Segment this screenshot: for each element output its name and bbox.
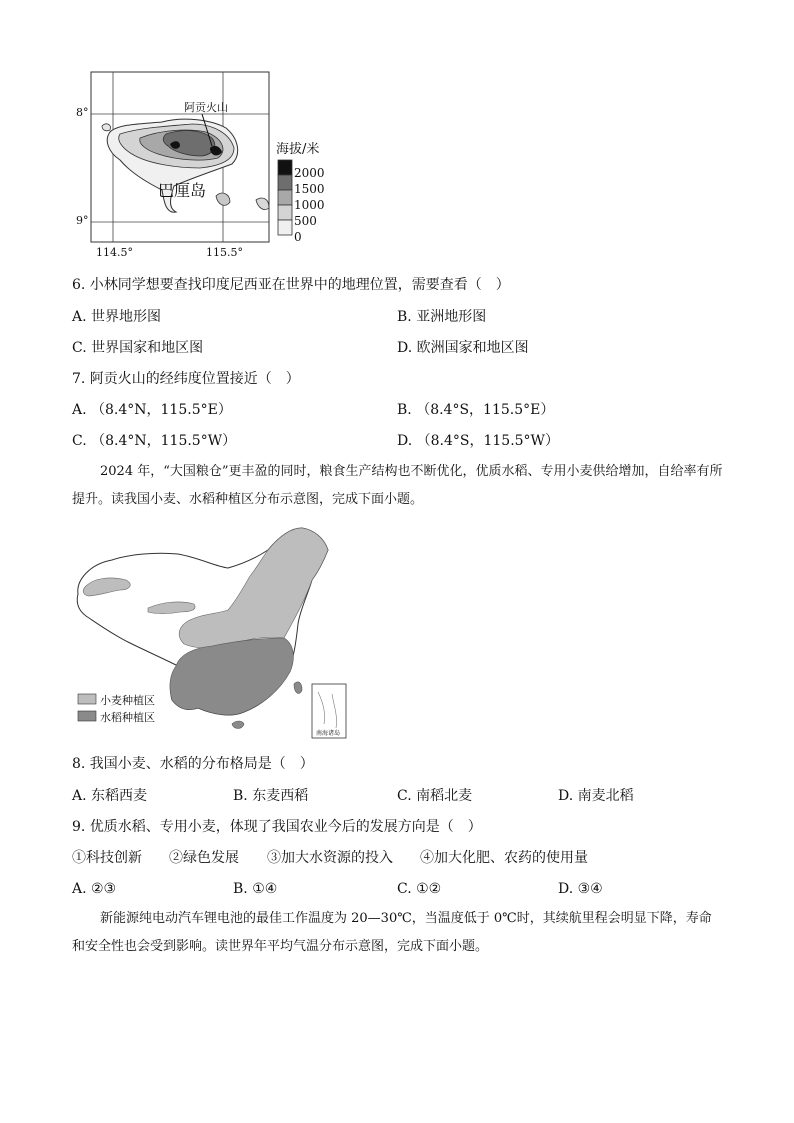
q6-option-c[interactable]: C. 世界国家和地区图 xyxy=(72,340,204,356)
q9-item-3: ③加大水资源的投入 xyxy=(267,850,393,866)
legend-swatch-1000 xyxy=(278,190,292,205)
q9-option-c[interactable]: C. ①② xyxy=(397,881,442,897)
rice-region-hainan xyxy=(232,721,244,729)
lon-label-right: 115.5° xyxy=(206,246,243,259)
q7-option-a[interactable]: A. （8.4°N，115.5°E） xyxy=(72,402,232,418)
islet-west xyxy=(102,124,110,131)
q8-option-d[interactable]: D. 南麦北稻 xyxy=(558,788,634,804)
q9-item-4: ④加大化肥、农药的使用量 xyxy=(420,850,588,866)
q8-option-a[interactable]: A. 东稻西麦 xyxy=(72,788,148,804)
lon-label-left: 114.5° xyxy=(96,246,133,259)
q6-option-a[interactable]: A. 世界地形图 xyxy=(72,309,162,325)
volcano-label: 阿贡火山 xyxy=(184,101,228,114)
legend-label-2000: 2000 xyxy=(294,166,325,180)
q9-item-1: ①科技创新 xyxy=(72,850,142,866)
lat-label-top: 8° xyxy=(76,106,89,119)
q8-stem: 8. 我国小麦、水稻的分布格局是（ ） xyxy=(72,756,314,772)
q6-option-b[interactable]: B. 亚洲地形图 xyxy=(397,309,487,325)
q6-stem: 6. 小林同学想要查找印度尼西亚在世界中的地理位置，需要查看（ ） xyxy=(72,277,510,293)
legend-label-rice: 水稻种植区 xyxy=(100,711,155,724)
island-label: 巴厘岛 xyxy=(158,181,207,200)
legend-title: 海拔/米 xyxy=(276,142,320,157)
q7-option-b[interactable]: B. （8.4°S，115.5°E） xyxy=(397,402,555,418)
q7-stem: 7. 阿贡火山的经纬度位置接近（ ） xyxy=(72,371,300,387)
q9-option-d[interactable]: D. ③④ xyxy=(558,881,603,897)
q9-option-a[interactable]: A. ②③ xyxy=(72,881,117,897)
legend-label-1500: 1500 xyxy=(294,182,325,196)
legend-swatch-0 xyxy=(278,220,292,235)
bali-map-figure xyxy=(76,68,338,268)
legend-label-500: 500 xyxy=(294,214,317,228)
q9-item-2: ②绿色发展 xyxy=(169,850,239,866)
legend-swatch-500 xyxy=(278,205,292,220)
q6-option-d[interactable]: D. 欧洲国家和地区图 xyxy=(397,340,529,356)
q7-option-c[interactable]: C. （8.4°N，115.5°W） xyxy=(72,433,237,449)
lat-label-bottom: 9° xyxy=(76,214,89,227)
rice-region-taiwan xyxy=(294,682,302,693)
legend-swatch-2000 xyxy=(278,160,292,175)
q8-option-b[interactable]: B. 东麦西稻 xyxy=(233,788,309,804)
q8-option-c[interactable]: C. 南稻北麦 xyxy=(397,788,473,804)
intro-battery-paragraph: 新能源纯电动汽车锂电池的最佳工作温度为 20—30℃，当温度低于 0℃时，其续航里程会明显下降，寿命和安全性也会受到影响。读世界年平均气温分布示意图，完成下面小题。 xyxy=(72,911,712,954)
legend-label-0: 0 xyxy=(294,230,302,244)
q9-stem: 9. 优质水稻、专用小麦，体现了我国农业今后的发展方向是（ ） xyxy=(72,819,482,835)
legend-swatch-rice xyxy=(78,711,96,721)
intro-2024-paragraph: 2024 年，“大国粮仓”更丰盈的同时，粮食生产结构也不断优化，优质水稻、专用小麦供给增加，自给率有所提升。读我国小麦、水稻种植区分布示意图，完成下面小题。 xyxy=(72,464,723,507)
q9-option-b[interactable]: B. ①④ xyxy=(233,881,278,897)
legend-swatch-1500 xyxy=(278,175,292,190)
legend-swatch-wheat xyxy=(78,694,96,704)
legend-label-1000: 1000 xyxy=(294,198,325,212)
q7-option-d[interactable]: D. （8.4°S，115.5°W） xyxy=(397,433,559,449)
inset-label: 南海诸岛 xyxy=(316,730,341,737)
legend-label-wheat: 小麦种植区 xyxy=(100,694,155,707)
china-map-figure xyxy=(72,524,357,744)
